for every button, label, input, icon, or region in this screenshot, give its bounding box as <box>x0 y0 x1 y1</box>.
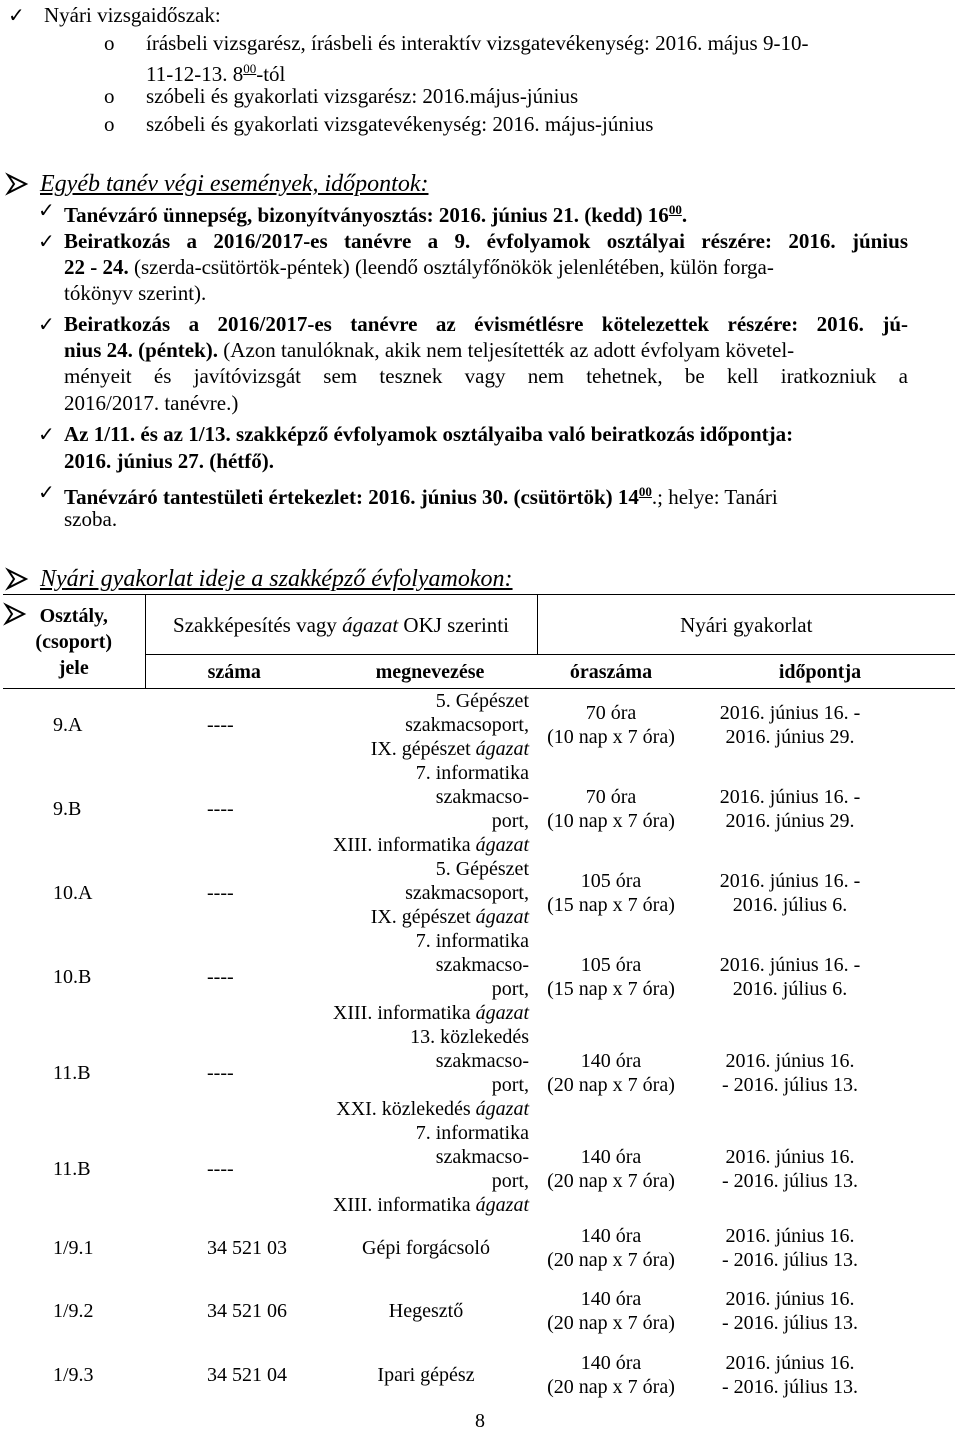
cell-number: ---- <box>207 1062 234 1084</box>
cell-date <box>685 1025 955 1121</box>
arrow-bullet-icon <box>5 172 29 196</box>
cell-name-line: 7. informatika szakmacso- <box>415 930 529 976</box>
cell-hours-line: (20 nap x 7 óra) <box>547 1249 675 1271</box>
cell-date-line: 2016. június 16. - <box>719 954 861 976</box>
cell-name-line: XXI. közlekedés ágazat <box>336 1098 529 1120</box>
event-item: Beiratkozás a 2016/2017-es tanévre a 9. évfolyamok osztályai részére: 2016. június <box>64 229 908 253</box>
check-icon: ✓ <box>38 422 55 446</box>
cell-name-line: IX. gépészet ágazat <box>370 906 529 928</box>
cell-hours-line: 105 óra <box>580 870 642 892</box>
table-row <box>3 1343 955 1407</box>
cell-name <box>323 1279 537 1343</box>
cell-hours <box>537 689 685 762</box>
cell-number: 34 521 04 <box>207 1364 287 1386</box>
cell-hours-line: 70 óra <box>585 786 637 808</box>
cell-name <box>323 1121 537 1217</box>
cell-name-line: Ipari gépész <box>377 1364 475 1386</box>
header-name: megnevezése <box>323 655 537 689</box>
cell-date-line: 2016. június 16. <box>725 1352 855 1374</box>
practice-table <box>3 594 955 1407</box>
cell-hours <box>537 1121 685 1217</box>
event-item-cont: 2016/2017. tanévre.) <box>64 391 239 415</box>
cell-name-line: Hegesztő <box>388 1300 464 1322</box>
cell-name <box>323 857 537 929</box>
table-row <box>3 1279 955 1343</box>
cell-date <box>685 1121 955 1217</box>
cell-name-line: port, <box>491 1170 529 1192</box>
table-row <box>3 857 955 929</box>
practice-title: Nyári gyakorlat ideje a szakképző évfolyamokon: <box>40 566 513 592</box>
event-item-cont: szoba. <box>64 507 118 531</box>
table-row <box>3 1121 955 1217</box>
cell-date <box>685 1279 955 1343</box>
cell-hours-line: 70 óra <box>585 702 637 724</box>
cell-name-line: XIII. informatika ágazat <box>332 834 529 856</box>
table-row <box>3 689 955 762</box>
cell-hours <box>537 929 685 1025</box>
cell-hours-line: (15 nap x 7 óra) <box>547 978 675 1000</box>
event-item-cont: nius 24. (péntek). (Azon tanulóknak, akik nem teljesítették az adott évfolyam követel- <box>64 338 795 362</box>
cell-name-line: 13. közlekedés szakmacso- <box>410 1026 529 1072</box>
cell-number: 34 521 06 <box>207 1300 287 1322</box>
cell-date <box>685 857 955 929</box>
cell-number: ---- <box>207 882 234 904</box>
cell-class: 1/9.1 <box>53 1237 94 1259</box>
cell-name <box>323 1025 537 1121</box>
cell-date <box>685 1343 955 1407</box>
header-qualification: Szakképesítés vagy ágazat OKJ szerinti <box>145 595 537 655</box>
cell-date-line: 2016. június 29. <box>725 810 855 832</box>
cell-class: 9.B <box>53 798 82 820</box>
cell-name <box>323 1217 537 1279</box>
event-item-cont: ményeit és javítóvizsgát sem tesznek vagy nem tehetnek, be kell iratkozniuk a <box>64 364 908 388</box>
header-class: Osztály, (csoport) jele <box>3 595 145 689</box>
bullet-o: o <box>104 112 115 136</box>
check-icon: ✓ <box>38 229 55 253</box>
summer-exams-title: Nyári vizsgaidőszak: <box>44 3 221 27</box>
cell-class: 11.B <box>53 1062 91 1084</box>
cell-date-line: 2016. június 16. <box>725 1288 855 1310</box>
header-number: száma <box>145 655 323 689</box>
cell-class: 11.B <box>53 1158 91 1180</box>
list-item-cont: 11-12-13. $8^{00}$-tól <box>146 61 286 86</box>
cell-date <box>685 1217 955 1279</box>
cell-name-line: 7. informatika szakmacso- <box>415 762 529 808</box>
cell-name <box>323 689 537 762</box>
cell-hours-line: (20 nap x 7 óra) <box>547 1074 675 1096</box>
cell-class: 1/9.2 <box>53 1300 94 1322</box>
cell-hours-line: (15 nap x 7 óra) <box>547 894 675 916</box>
cell-date-line: 2016. június 16. <box>725 1225 855 1247</box>
cell-name-line: Gépi forgácsoló <box>362 1237 490 1259</box>
check-icon: ✓ <box>8 3 25 27</box>
event-item: Tanévzáró ünnepség, bizonyítványosztás: 2016. június 21. (kedd) $16^{00}$. <box>64 202 688 227</box>
cell-hours-line: (10 nap x 7 óra) <box>547 726 675 748</box>
event-item: Az 1/11. és az 1/13. szakképző évfolyamok osztályaiba való beiratkozás időpontja: <box>64 422 794 446</box>
cell-hours <box>537 857 685 929</box>
event-item: Beiratkozás a 2016/2017-es tanévre az évismétlésre kötelezettek részére: 2016. jú- <box>64 312 908 336</box>
cell-class: 1/9.3 <box>53 1364 94 1386</box>
cell-hours <box>537 1025 685 1121</box>
cell-date-line: 2016. június 29. <box>725 726 855 748</box>
cell-name-line: IX. gépészet ágazat <box>370 738 529 760</box>
table-row <box>3 1025 955 1121</box>
cell-hours <box>537 1279 685 1343</box>
cell-hours-line: 140 óra <box>580 1146 642 1168</box>
bullet-o: o <box>104 31 115 55</box>
bullet-o: o <box>104 84 115 108</box>
cell-date-line: 2016. június 16. - <box>719 786 861 808</box>
cell-name-line: 5. Gépészet szakmacsoport, <box>405 690 529 736</box>
cell-date-line: 2016. június 16. <box>725 1050 855 1072</box>
cell-number: ---- <box>207 714 234 736</box>
cell-name-line: XIII. informatika ágazat <box>332 1194 529 1216</box>
event-item-cont: tókönyv szerint). <box>64 281 207 305</box>
cell-name <box>323 761 537 857</box>
list-item: írásbeli vizsgarész, írásbeli és interaktív vizsgatevékenység: 2016. május 9-10- <box>146 31 809 55</box>
table-row <box>3 761 955 857</box>
cell-name-line: 5. Gépészet szakmacsoport, <box>405 858 529 904</box>
cell-date <box>685 761 955 857</box>
cell-hours <box>537 1343 685 1407</box>
cell-date-line: 2016. július 6. <box>732 978 848 1000</box>
cell-date-line: - 2016. július 13. <box>721 1376 859 1398</box>
cell-date-line: 2016. július 6. <box>732 894 848 916</box>
cell-date <box>685 689 955 762</box>
event-item: Tanévzáró tantestületi értekezlet: 2016. június 30. (csütörtök) $14^{00}$.; helye: Tanári <box>64 484 778 509</box>
cell-name-line: 7. informatika szakmacso- <box>415 1122 529 1168</box>
page-number: 8 <box>475 1410 485 1432</box>
event-item-cont: 22 - 24. (szerda-csütörtök-péntek) (leendő osztályfőnökök jelenlétében, külön forga- <box>64 255 774 279</box>
cell-number: ---- <box>207 966 234 988</box>
cell-date-line: - 2016. július 13. <box>721 1074 859 1096</box>
cell-hours-line: (20 nap x 7 óra) <box>547 1312 675 1334</box>
cell-name-line: port, <box>491 810 529 832</box>
cell-hours-line: (10 nap x 7 óra) <box>547 810 675 832</box>
cell-name-line: port, <box>491 978 529 1000</box>
cell-hours-line: 140 óra <box>580 1050 642 1072</box>
cell-number: ---- <box>207 798 234 820</box>
cell-date <box>685 929 955 1025</box>
cell-name <box>323 929 537 1025</box>
cell-hours-line: 140 óra <box>580 1225 642 1247</box>
table-row <box>3 1217 955 1279</box>
cell-class: 10.B <box>53 966 92 988</box>
cell-date-line: 2016. június 16. - <box>719 870 861 892</box>
cell-hours-line: 105 óra <box>580 954 642 976</box>
list-item: szóbeli és gyakorlati vizsgarész: 2016.május-június <box>146 84 579 108</box>
cell-date-line: 2016. június 16. - <box>719 702 861 724</box>
cell-name-line: port, <box>491 1074 529 1096</box>
cell-name-line: XIII. informatika ágazat <box>332 1002 529 1024</box>
cell-number: ---- <box>207 1158 234 1180</box>
header-practice: Nyári gyakorlat <box>537 595 955 655</box>
other-events-title: Egyéb tanév végi események, időpontok: <box>40 171 429 197</box>
check-icon: ✓ <box>38 312 55 336</box>
cell-date-line: - 2016. július 13. <box>721 1312 859 1334</box>
event-item-cont: 2016. június 27. (hétfő). <box>64 449 275 473</box>
cell-hours <box>537 761 685 857</box>
arrow-bullet-icon <box>5 567 29 591</box>
cell-hours-line: 140 óra <box>580 1352 642 1374</box>
header-hours: óraszáma <box>537 655 685 689</box>
cell-hours <box>537 1217 685 1279</box>
cell-class: 9.A <box>53 714 83 736</box>
check-icon: ✓ <box>38 480 55 504</box>
cell-hours-line: (20 nap x 7 óra) <box>547 1376 675 1398</box>
cell-hours-line: (20 nap x 7 óra) <box>547 1170 675 1192</box>
cell-class: 10.A <box>53 882 93 904</box>
cell-number: 34 521 03 <box>207 1237 287 1259</box>
header-date: időpontja <box>685 655 955 689</box>
cell-date-line: - 2016. július 13. <box>721 1170 859 1192</box>
cell-date-line: - 2016. július 13. <box>721 1249 859 1271</box>
cell-date-line: 2016. június 16. <box>725 1146 855 1168</box>
table-row <box>3 929 955 1025</box>
cell-hours-line: 140 óra <box>580 1288 642 1310</box>
cell-name <box>323 1343 537 1407</box>
check-icon: ✓ <box>38 198 55 222</box>
list-item: szóbeli és gyakorlati vizsgatevékenység: 2016. május-június <box>146 112 654 136</box>
